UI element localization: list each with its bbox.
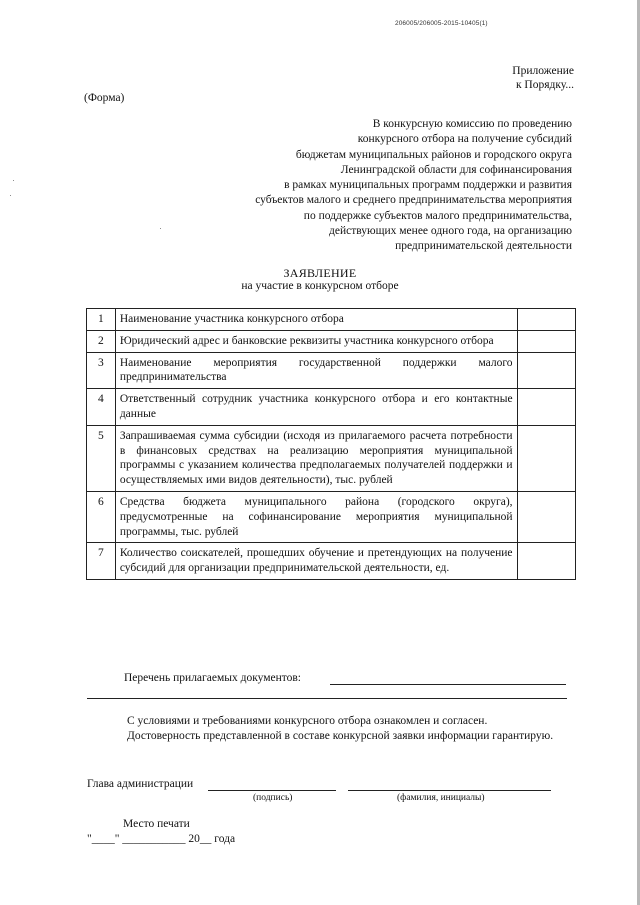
head-of-administration-label: Глава администрации — [87, 778, 194, 790]
agreement-statement — [87, 714, 574, 745]
row-value-cell[interactable] — [517, 491, 575, 542]
table-row — [87, 309, 576, 331]
row-number: 2 — [87, 330, 116, 352]
table-row — [87, 352, 576, 389]
table-row — [87, 491, 576, 542]
row-number: 5 — [87, 425, 116, 491]
full-name-caption: (фамилия, инициалы) — [397, 793, 485, 803]
table-row — [87, 389, 576, 426]
row-value-cell[interactable] — [517, 389, 575, 426]
addressee-line: предпринимательской деятельности — [395, 240, 572, 253]
row-value-cell[interactable] — [517, 309, 575, 331]
addressee-line: в рамках муниципальных программ поддержки и развития — [284, 179, 572, 192]
addressee-block — [255, 117, 572, 255]
addressee-line: бюджетам муниципальных районов и городского округа — [295, 148, 572, 161]
addressee-line: по поддержке субъектов малого предпринимательства, — [303, 209, 572, 222]
agreement-text: С условиями и требованиями конкурсного отбора ознакомлен и согласен. — [127, 715, 488, 727]
scan-speck — [10, 195, 11, 196]
form-label: (Форма) — [84, 92, 125, 104]
table-row — [87, 330, 576, 352]
document-id: 206005/206005-2015-10405(1) — [395, 20, 488, 27]
stamp-placeholder: Место печати — [123, 818, 190, 830]
document-title: ЗАЯВЛЕНИЕ — [283, 266, 357, 280]
row-number: 6 — [87, 491, 116, 542]
signature-field[interactable] — [208, 790, 336, 791]
attached-documents-field-line2[interactable] — [87, 698, 567, 699]
table-row — [87, 425, 576, 491]
row-value-cell[interactable] — [517, 543, 575, 580]
addressee-line: В конкурсную комиссию по проведению — [372, 118, 572, 130]
row-number: 1 — [87, 309, 116, 331]
row-label: Запрашиваемая сумма субсидии (исходя из прилагаемого расчета потребности в финансовых средствах на реализацию мероприятия муниципальной программы с указанием количества предполагаемых получателей поддержки и осуществляемых ими видов деятельности), тыс. рублей — [115, 425, 517, 491]
appendix-line: к Порядку... — [515, 79, 574, 91]
addressee-line: субъектов малого и среднего предпринимательства мероприятия — [255, 194, 572, 207]
row-label: Юридический адрес и банковские реквизиты участника конкурсного отбора — [115, 330, 517, 352]
signature-caption: (подпись) — [253, 793, 293, 803]
row-value-cell[interactable] — [517, 330, 575, 352]
attached-documents-field[interactable] — [330, 684, 566, 685]
reliability-text: Достоверность представленной в составе конкурсной заявки информации гарантирую. — [127, 730, 554, 743]
scan-speck — [13, 180, 14, 181]
application-table — [86, 308, 576, 580]
row-label: Ответственный сотрудник участника конкурсного отбора и его контактные данные — [115, 389, 517, 426]
document-subtitle: на участие в конкурсном отборе — [241, 280, 399, 292]
appendix-reference — [512, 64, 574, 92]
row-label: Количество соискателей, прошедших обучение и претендующих на получение субсидий для организации предпринимательской деятельности, ед. — [115, 543, 517, 580]
row-label: Наименование мероприятия государственной поддержки малого предпринимательства — [115, 352, 517, 389]
appendix-line: Приложение — [512, 65, 574, 77]
row-number: 3 — [87, 352, 116, 389]
row-label: Наименование участника конкурсного отбора — [115, 309, 517, 331]
full-name-field[interactable] — [348, 790, 551, 791]
attached-documents-label: Перечень прилагаемых документов: — [124, 672, 302, 684]
row-value-cell[interactable] — [517, 352, 575, 389]
table-row — [87, 543, 576, 580]
date-field[interactable]: "____" ___________ 20__ года — [87, 833, 236, 845]
row-label: Средства бюджета муниципального района (городского округа), предусмотренные на софинансирование мероприятия муниципальной программы, тыс. рублей — [115, 491, 517, 542]
scan-speck — [160, 228, 161, 229]
addressee-line: конкурсного отбора на получение субсидий — [357, 133, 572, 146]
row-number: 4 — [87, 389, 116, 426]
row-value-cell[interactable] — [517, 425, 575, 491]
addressee-line: Ленинградской области для софинансирования — [340, 163, 572, 176]
row-number: 7 — [87, 543, 116, 580]
addressee-line: действующих менее одного года, на организацию — [329, 225, 572, 238]
